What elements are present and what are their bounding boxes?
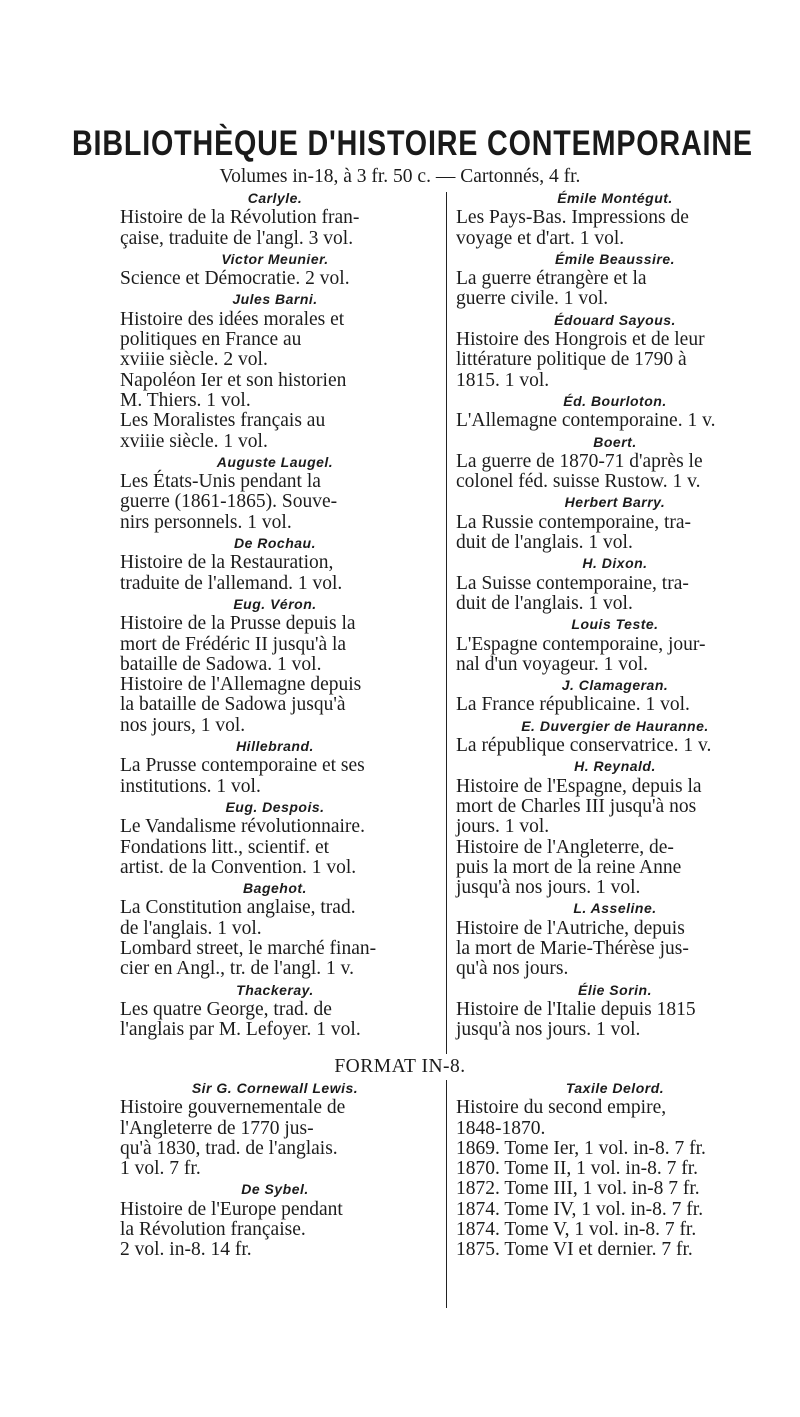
book-line: Fondations litt., scientif. et	[120, 836, 330, 858]
book-line: Histoire de l'Europe pendant	[120, 1198, 343, 1220]
book-line: traduite de l'allemand. 1 vol.	[120, 572, 343, 594]
format-heading: FORMAT IN-8.	[334, 1056, 466, 1077]
author-name: Hillebrand.	[236, 738, 314, 755]
book-line: 1870. Tome II, 1 vol. in-8. 7 fr.	[456, 1158, 698, 1180]
author-name: Louis Teste.	[571, 616, 659, 633]
catalog-entry	[456, 553, 774, 614]
book-line: qu'à nos jours.	[456, 958, 569, 980]
catalog-entry	[456, 310, 774, 391]
catalog-entry	[120, 594, 430, 736]
book-line: Histoire du second empire,	[456, 1097, 667, 1119]
catalog-entry	[456, 249, 774, 310]
book-line: Histoire des idées morales et	[120, 308, 345, 330]
book-line: l'anglais par M. Lefoyer. 1 vol.	[120, 1019, 361, 1041]
book-line: Lombard street, le marché finan-	[120, 937, 377, 959]
book-line: la Révolution française.	[120, 1219, 306, 1241]
author-name: Auguste Laugel.	[216, 453, 334, 470]
catalog-entry	[120, 878, 430, 979]
column-divider-bottom	[446, 1080, 447, 1308]
catalog-entry	[456, 716, 774, 757]
author-name: Émile Montégut.	[557, 190, 673, 206]
book-line: M. Thiers. 1 vol.	[120, 389, 251, 411]
author-name: L. Asseline.	[573, 900, 657, 917]
bottom-left-column	[120, 1078, 430, 1261]
book-line: 1815. 1 vol.	[456, 369, 550, 391]
book-line: mort de Charles III jusqu'à nos	[456, 795, 697, 817]
catalog-entry	[120, 452, 430, 533]
book-line: cier en Angl., tr. de l'angl. 1 v.	[120, 958, 355, 980]
book-line: Histoire de l'Italie depuis 1815	[456, 998, 696, 1020]
catalog-entry	[456, 675, 774, 716]
book-line: la mort de Marie-Thérèse jus-	[456, 937, 689, 959]
author-name: Sir G. Cornewall Lewis.	[191, 1080, 359, 1096]
author-name: J. Clamageran.	[561, 677, 669, 694]
catalog-entry	[120, 188, 430, 249]
book-line: duit de l'anglais. 1 vol.	[456, 592, 633, 614]
book-line: La Constitution anglaise, trad.	[120, 897, 356, 919]
author-name: Herbert Barry.	[564, 494, 666, 511]
left-column	[120, 188, 430, 1040]
catalog-entry	[120, 249, 430, 290]
book-line: nos jours, 1 vol.	[120, 714, 246, 736]
book-line: puis la mort de la reine Anne	[456, 856, 682, 878]
catalog-entry	[120, 980, 430, 1041]
book-line: çaise, traduite de l'angl. 3 vol.	[120, 227, 354, 249]
book-line: Histoire de l'Espagne, depuis la	[456, 775, 702, 797]
book-line: de l'anglais. 1 vol.	[120, 917, 262, 939]
book-line: politiques en France au	[120, 329, 302, 351]
book-line: Histoire gouvernementale de	[120, 1097, 346, 1119]
author-name: Élie Sorin.	[578, 981, 652, 998]
catalog-entry	[456, 614, 774, 675]
book-line: La guerre de 1870-71 d'après le	[456, 450, 703, 472]
author-name: Victor Meunier.	[221, 250, 329, 267]
catalog-entry	[120, 736, 430, 797]
book-line: Science et Démocratie. 2 vol.	[120, 268, 350, 290]
book-line: qu'à 1830, trad. de l'anglais.	[120, 1137, 338, 1159]
book-line: 1848-1870.	[456, 1117, 546, 1139]
catalog-entry	[120, 533, 430, 594]
book-line: voyage et d'art. 1 vol.	[456, 227, 625, 249]
right-column	[456, 188, 774, 1040]
author-name: Carlyle.	[247, 190, 303, 206]
author-name: Eug. Despois.	[225, 798, 325, 815]
author-name: H. Reynald.	[574, 758, 656, 775]
catalog-entry	[120, 289, 430, 451]
book-line: Les États-Unis pendant la	[120, 471, 321, 493]
book-line: guerre civile. 1 vol.	[456, 288, 609, 310]
book-line: Histoire de la Prusse depuis la	[120, 613, 356, 635]
catalog-entry	[120, 1179, 430, 1260]
book-line: nirs personnels. 1 vol.	[120, 511, 292, 533]
author-name: Eug. Véron.	[233, 595, 317, 612]
author-name: Émile Beaussire.	[554, 250, 676, 267]
book-line: xviiie siècle. 1 vol.	[120, 430, 268, 452]
book-line: xviiie siècle. 2 vol.	[120, 349, 268, 371]
author-name: De Sybel.	[241, 1181, 309, 1198]
book-line: 1869. Tome Ier, 1 vol. in-8. 7 fr.	[456, 1137, 706, 1159]
catalog-entry	[456, 391, 774, 432]
book-line: l'Angleterre de 1770 jus-	[120, 1117, 314, 1139]
author-name: Thackeray.	[236, 981, 314, 998]
catalog-entry	[456, 756, 774, 898]
book-line: Histoire de l'Autriche, depuis	[456, 917, 685, 939]
book-line: La république conservatrice. 1 v.	[456, 735, 712, 757]
bottom-right-column	[456, 1078, 774, 1261]
book-line: mort de Frédéric II jusqu'à la	[120, 633, 347, 655]
book-line: colonel féd. suisse Rustow. 1 v.	[456, 471, 701, 493]
book-line: nal d'un voyageur. 1 vol.	[456, 653, 648, 675]
catalog-entry	[120, 797, 430, 878]
book-line: jours. 1 vol.	[456, 816, 550, 838]
catalog-entry	[456, 898, 774, 979]
author-name: Jules Barni.	[232, 291, 318, 308]
book-line: Le Vandalisme révolutionnaire.	[120, 816, 365, 838]
book-line: La France républicaine. 1 vol.	[456, 694, 690, 716]
book-line: Napoléon Ier et son historien	[120, 369, 347, 391]
book-line: Les Moralistes français au	[120, 410, 326, 432]
author-name: E. Duvergier de Hauranne.	[521, 717, 709, 734]
book-line: littérature politique de 1790 à	[456, 349, 687, 371]
book-line: La Russie contemporaine, tra-	[456, 511, 691, 533]
book-line: Histoire de l'Angleterre, de-	[456, 836, 674, 858]
catalog-entry	[456, 1078, 774, 1261]
author-name: Taxile Delord.	[565, 1080, 665, 1096]
catalog-entry	[456, 492, 774, 553]
author-name: Boert.	[593, 433, 637, 450]
author-name: Édouard Sayous.	[554, 311, 676, 328]
book-line: La guerre étrangère et la	[456, 268, 647, 290]
book-line: 1 vol. 7 fr.	[120, 1158, 201, 1180]
book-line: Histoire de la Révolution fran-	[120, 207, 360, 229]
book-line: duit de l'anglais. 1 vol.	[456, 532, 633, 554]
author-name: Éd. Bourloton.	[563, 392, 667, 409]
catalog-entry	[456, 432, 774, 493]
book-line: L'Espagne contemporaine, jour-	[456, 633, 706, 655]
book-line: Les Pays-Bas. Impressions de	[456, 207, 689, 229]
book-line: jusqu'à nos jours. 1 vol.	[456, 877, 641, 899]
book-line: 1872. Tome III, 1 vol. in-8 7 fr.	[456, 1178, 700, 1200]
catalog-entry	[120, 1078, 430, 1179]
book-line: 1875. Tome VI et dernier. 7 fr.	[456, 1239, 693, 1261]
book-line: institutions. 1 vol.	[120, 775, 261, 797]
book-line: La Prusse contemporaine et ses	[120, 755, 365, 777]
author-name: H. Dixon.	[582, 555, 648, 572]
book-line: La Suisse contemporaine, tra-	[456, 572, 689, 594]
catalog-entry	[456, 980, 774, 1041]
column-divider-top	[446, 192, 447, 1054]
book-line: Les quatre George, trad. de	[120, 998, 332, 1020]
book-line: L'Allemagne contemporaine. 1 v.	[456, 410, 716, 432]
book-line: Histoire des Hongrois et de leur	[456, 329, 705, 351]
book-line: 2 vol. in-8. 14 fr.	[120, 1239, 252, 1261]
book-line: artist. de la Convention. 1 vol.	[120, 856, 357, 878]
book-line: 1874. Tome V, 1 vol. in-8. 7 fr.	[456, 1219, 697, 1241]
page-title: BIBLIOTHÈQUE D'HISTOIRE CONTEMPORAINE	[72, 124, 753, 163]
volume-pricing: Volumes in-18, à 3 fr. 50 c. — Cartonnés, 4 fr.	[219, 166, 581, 187]
book-line: la bataille de Sadowa jusqu'à	[120, 694, 346, 716]
author-name: Bagehot.	[243, 880, 307, 897]
book-line: bataille de Sadowa. 1 vol.	[120, 653, 322, 675]
book-line: guerre (1861-1865). Souve-	[120, 491, 338, 513]
catalog-entry	[456, 188, 774, 249]
book-line: Histoire de la Restauration,	[120, 552, 334, 574]
book-line: jusqu'à nos jours. 1 vol.	[456, 1019, 641, 1041]
book-line: Histoire de l'Allemagne depuis	[120, 674, 362, 696]
author-name: De Rochau.	[233, 535, 316, 552]
book-line: 1874. Tome IV, 1 vol. in-8. 7 fr.	[456, 1198, 704, 1220]
